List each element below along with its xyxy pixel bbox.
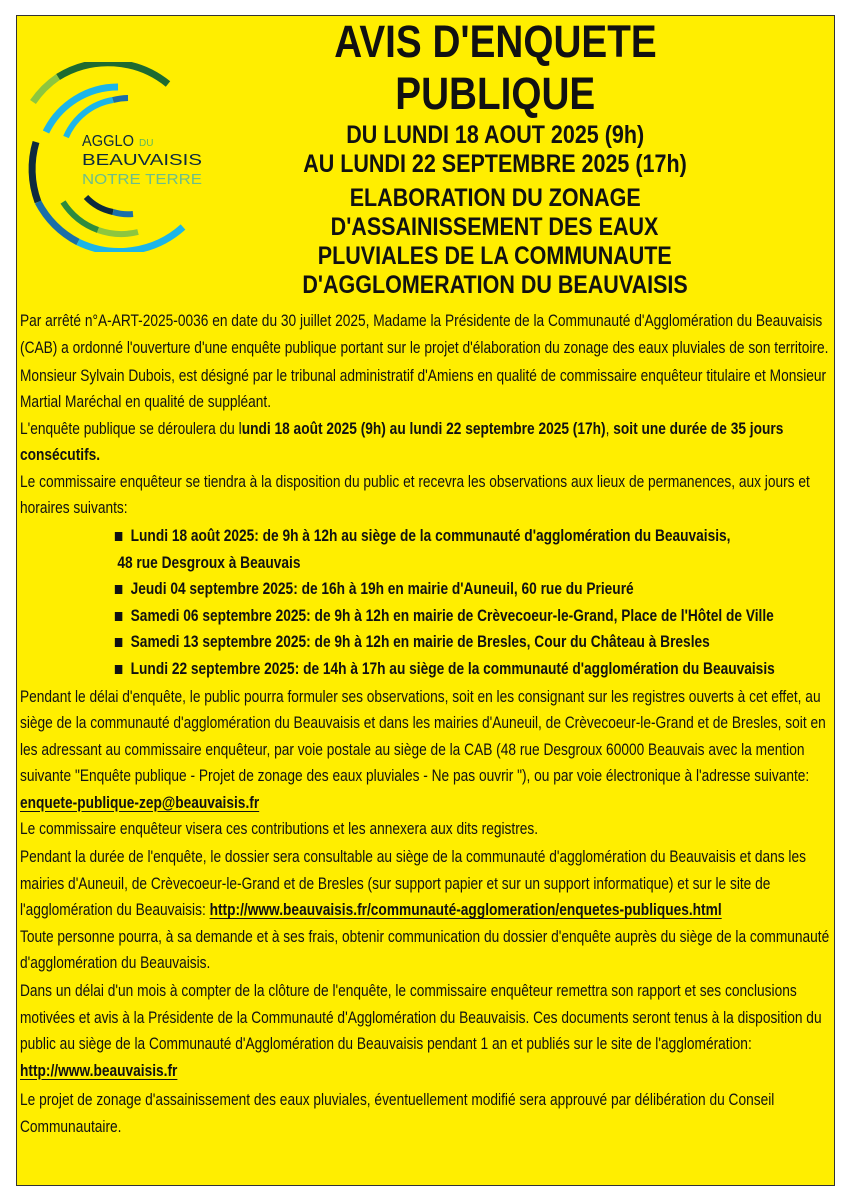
email-line (20, 790, 835, 817)
paragraph-observations: les adressant au commissaire enquêteur, par voie postale au siège de la CAB (48 rue Desgroux 60000 Beauvais avec la mention (20, 740, 805, 759)
bullet-icon (115, 585, 122, 594)
paragraph-dossier: Pendant la durée de l'enquête, le dossier sera consultable au siège de la communauté d'agglomération du Beauvaisis et dans les (20, 848, 806, 866)
paragraph-arrete: Par arrêté n°A-ART-2025-0036 en date du 30 juillet 2025, Madame la Présidente de la Communauté d'Agglomération du Beauvaisis (20, 312, 823, 330)
paragraph-arrete: (CAB) a ordonné l'ouverture d'une enquête publique portant sur le projet d'élaboration du zonage des eaux pluviales de son territoire. (20, 338, 829, 357)
paragraph-rapport: Dans un délai d'un mois à compter de la clôture de l'enquête, le commissaire enquêteur remettra son rapport et ses conclusions (20, 982, 797, 1000)
paragraph-observations: suivante "Enquête publique - Projet de zonage des eaux pluviales - Ne pas ouvrir "), ou par voie électronique à l'adresse suivante: (20, 767, 810, 785)
paragraph-commissaire: Martial Maréchal en qualité de suppléant. (20, 393, 272, 411)
paragraph-communication: d'agglomération du Beauvaisis. (20, 954, 211, 972)
bullet-icon (115, 612, 122, 621)
date-end: AU LUNDI 22 SEPTEMBRE 2025 (17h) (303, 150, 687, 178)
agglo-beauvaisis-logo (18, 62, 208, 252)
permanence-item: Lundi 18 août 2025: de 9h à 12h au siège de la communauté d'agglomération du Beauvaisis, (20, 523, 835, 550)
paragraph-duree: L'enquête publique se déroulera du lundi 18 août 2025 (9h) au lundi 22 septembre 2025 (17h), soit une durée de 35 jours (20, 419, 784, 438)
logo-line1-suffix: DU (139, 138, 154, 149)
paragraph-observations: siège de la communauté d'agglomération du Beauvaisis et dans les mairies d'Auneuil, de Crèvecoeur-le-Grand et de Bresles, soit en (20, 714, 826, 732)
paragraph-rapport: public au siège de la Communauté d'Agglomération du Beauvaisis pendant 1 an et publiés sur le site de l'agglomération: (20, 1035, 752, 1053)
title-line1: AVIS D'ENQUETE (333, 16, 657, 67)
title-line2: PUBLIQUE (395, 68, 595, 119)
permanence-item: Samedi 06 septembre 2025: de 9h à 12h en mairie de Crèvecoeur-le-Grand, Place de l'Hôtel de Ville (20, 603, 835, 630)
enquetes-url-link[interactable]: http://www.beauvaisis.fr/communauté-agglomeration/enquetes-publiques.html (209, 901, 722, 919)
paragraph-observations: Pendant le délai d'enquête, le public pourra formuler ses observations, soit en les consignant sur les registres ouverts à cet effet, au (20, 687, 821, 706)
paragraph-communication: Toute personne pourra, à sa demande et à ses frais, obtenir communication du dossier d'enquête auprès du siège de la communauté (20, 927, 830, 946)
subject-line4: D'AGGLOMERATION DU BEAUVAISIS (302, 271, 688, 299)
bullet-icon (115, 532, 122, 541)
paragraph-permanences-intro: horaires suivants: (20, 499, 128, 517)
paragraph-permanences-intro: Le commissaire enquêteur se tiendra à la disposition du public et recevra les observations aux lieux de permanences, aux jours et (20, 472, 810, 491)
paragraph-contributions: Le commissaire enquêteur visera ces contributions et les annexera aux dits registres. (20, 820, 539, 838)
paragraph-dossier: mairies d'Auneuil, de Crèvecoeur-le-Grand et de Bresles (sur support papier et sur un support informatique) et sur le site de (20, 874, 771, 893)
paragraph-dossier: l'agglomération du Beauvaisis: http://www.beauvaisis.fr/communauté-agglomeration/enquetes-publiques.html (20, 901, 722, 919)
permanence-item: Lundi 22 septembre 2025: de 14h à 17h au siège de la communauté d'agglomération du Beauvaisis (20, 656, 835, 683)
permanence-item: Jeudi 04 septembre 2025: de 16h à 19h en mairie d'Auneuil, 60 rue du Prieuré (20, 576, 835, 603)
permanence-item-cont: 48 rue Desgroux à Beauvais (117, 553, 301, 572)
url-line (20, 1058, 835, 1085)
bullet-icon (115, 665, 122, 674)
paragraph-rapport: motivées et avis à la Présidente de la Communauté d'Agglomération du Beauvaisis. Ces documents seront tenus à la disposition du (20, 1008, 822, 1027)
subject-line3: PLUVIALES DE LA COMMUNAUTE (318, 242, 672, 270)
logo-line3: NOTRE TERRE (82, 171, 202, 188)
paragraph-approbation: Communautaire. (20, 1117, 122, 1136)
email-link[interactable]: enquete-publique-zep@beauvaisis.fr (20, 793, 260, 812)
paragraph-duree: consécutifs. (20, 446, 101, 464)
logo-line2: BEAUVAISIS (82, 152, 202, 169)
date-start: DU LUNDI 18 AOUT 2025 (9h) (346, 121, 644, 149)
paragraph-commissaire: Monsieur Sylvain Dubois, est désigné par le tribunal administratif d'Amiens en qualité de commissaire enquêteur titulaire et Monsieur (20, 366, 827, 385)
notice-body (20, 308, 835, 1140)
bullet-icon (115, 638, 122, 647)
paragraph-approbation: Le projet de zonage d'assainissement des eaux pluviales, éventuellement modifié sera approuvé par délibération du Conseil (20, 1091, 775, 1109)
logo-line1: AGGLO (82, 133, 134, 150)
beauvaisis-url-link[interactable]: http://www.beauvaisis.fr (20, 1061, 178, 1080)
subject-line2: D'ASSAINISSEMENT DES EAUX (331, 213, 659, 241)
permanence-item: Samedi 13 septembre 2025: de 9h à 12h en mairie de Bresles, Cour du Château à Bresles (20, 629, 835, 656)
subject-line1: ELABORATION DU ZONAGE (349, 184, 641, 212)
